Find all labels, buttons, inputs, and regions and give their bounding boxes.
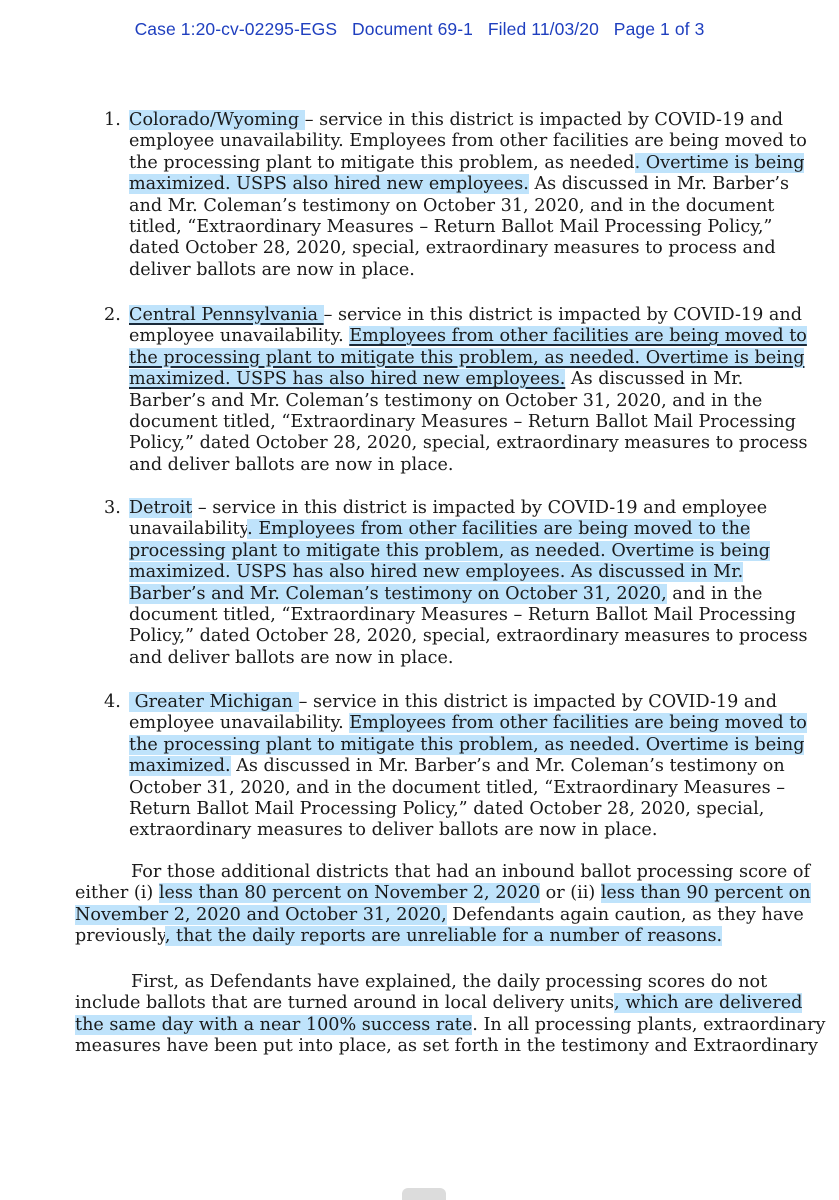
text-run: For those additional districts that had an inbound ballot processing score of xyxy=(131,862,811,882)
text-line xyxy=(129,778,785,799)
text-run: – service in this district is impacted by COVID-19 and xyxy=(323,305,802,325)
text-run: and in the xyxy=(666,583,763,604)
text-line xyxy=(129,174,789,195)
text-run: include ballots that are turned around in local delivery units xyxy=(75,993,615,1014)
highlighted-text: Colorado/Wyoming xyxy=(129,110,305,130)
text-line xyxy=(131,972,767,993)
text-line xyxy=(129,648,454,669)
text-run: deliver ballots are now in place. xyxy=(129,259,415,280)
text-line xyxy=(129,562,743,583)
text-line xyxy=(75,926,722,947)
text-line xyxy=(75,883,811,904)
text-run: – service in this district is impacted by COVID-19 and xyxy=(304,110,784,130)
text-line xyxy=(129,626,808,647)
text-run: First, as Defendants have explained, the daily processing scores do not xyxy=(131,972,768,992)
text-run: October 31, 2020, and in the document titled, “Extraordinary Measures – xyxy=(129,777,786,798)
text-line xyxy=(75,1015,825,1036)
text-run: As discussed in Mr. Barber’s and Mr. Coleman’s testimony on xyxy=(230,756,785,777)
highlighted-text: . Employees from other facilities are being moved to the xyxy=(247,519,751,540)
text-run: and deliver ballots are now in place. xyxy=(129,647,454,668)
highlighted-text: . Overtime is being xyxy=(634,152,805,173)
highlighted-text: less than 90 percent on xyxy=(600,883,811,904)
text-run: employee unavailability. Employees from other facilities are being moved to xyxy=(129,131,807,152)
text-line xyxy=(129,131,807,152)
text-line xyxy=(129,326,807,347)
text-run: employee unavailability. xyxy=(129,326,350,347)
case-number: Case 1:20-cv-02295-EGS xyxy=(134,19,338,39)
text-line xyxy=(129,735,804,756)
text-run: document titled, “Extraordinary Measures – Return Ballot Mail Processing xyxy=(129,605,796,625)
filed-date: Filed 11/03/20 xyxy=(487,19,599,39)
page-indicator: Page 1 of 3 xyxy=(613,19,705,39)
highlighted-text: maximized. USPS has also hired new employees. As discussed in Mr. xyxy=(129,562,744,583)
text-line xyxy=(129,584,762,605)
text-line xyxy=(131,862,810,883)
text-run: As discussed in Mr. xyxy=(565,369,744,390)
highlighted-text: Barber’s and Mr. Coleman’s testimony on October 31, 2020, xyxy=(129,583,667,604)
text-line xyxy=(129,238,776,259)
text-line xyxy=(75,993,802,1014)
highlighted-text: less than 80 percent on November 2, 2020 xyxy=(158,883,541,904)
highlighted-text: Detroit xyxy=(129,498,193,518)
text-run: Defendants again caution, as they have xyxy=(446,904,804,925)
highlighted-text: , that the daily reports are unreliable for a number of reasons. xyxy=(164,926,723,947)
text-line xyxy=(75,1036,818,1057)
highlighted-text: the processing plant to mitigate this problem, as needed. Overtime is being xyxy=(129,734,805,755)
highlighted-text: Greater Michigan xyxy=(129,692,299,712)
highlighted-text: Employees from other facilities are being moved to xyxy=(349,713,807,734)
text-run: titled, “Extraordinary Measures – Return Ballot Mail Processing Policy,” xyxy=(129,217,773,237)
text-line xyxy=(129,756,785,777)
text-line xyxy=(129,799,764,820)
text-line xyxy=(129,305,802,326)
text-run: and Mr. Coleman’s testimony on October 31, 2020, and in the document xyxy=(129,195,775,216)
text-run: extraordinary measures to deliver ballots are now in place. xyxy=(129,820,658,841)
text-run: – service in this district is impacted by COVID-19 and employee xyxy=(192,498,768,518)
list-item-number: 3. xyxy=(104,498,121,518)
text-run: dated October 28, 2020, special, extraordinary measures to process and xyxy=(129,238,776,259)
text-run: Policy,” dated October 28, 2020, special, extraordinary measures to process xyxy=(129,626,808,647)
text-line xyxy=(129,391,762,412)
text-run: the processing plant to mitigate this problem, as needed xyxy=(129,152,635,173)
highlighted-text: November 2, 2020 and October 31, 2020, xyxy=(75,904,447,925)
highlighted-text: , which are delivered xyxy=(614,993,803,1014)
text-line xyxy=(129,196,774,217)
list-item-number: 4. xyxy=(104,692,121,712)
highlighted-text: maximized. xyxy=(129,756,231,777)
highlighted-text: maximized. USPS also hired new employees. xyxy=(129,174,529,195)
text-line xyxy=(129,369,743,390)
highlighted-underlined-text: Central Pennsylvania xyxy=(129,305,324,325)
text-line xyxy=(129,348,804,369)
list-item-number: 2. xyxy=(104,305,121,325)
text-line xyxy=(75,905,804,926)
text-line xyxy=(129,713,807,734)
highlighted-text: processing plant to mitigate this problem, as needed. Overtime is being xyxy=(129,540,771,561)
text-line xyxy=(129,433,808,454)
text-run: document titled, “Extraordinary Measures – Return Ballot Mail Processing xyxy=(129,412,796,432)
text-line xyxy=(129,820,657,841)
text-line xyxy=(129,498,767,519)
text-run: Barber’s and Mr. Coleman’s testimony on October 31, 2020, and in the xyxy=(129,390,763,411)
text-run: employee unavailability. xyxy=(129,713,350,734)
text-line xyxy=(129,605,796,626)
list-item-number: 1. xyxy=(104,110,121,130)
text-line xyxy=(129,110,783,131)
text-line xyxy=(129,217,772,238)
text-run: Policy,” dated October 28, 2020, special, extraordinary measures to process xyxy=(129,433,808,454)
text-run: either (i) xyxy=(75,883,159,904)
text-run: and deliver ballots are now in place. xyxy=(129,454,454,475)
text-line xyxy=(129,260,415,281)
text-line xyxy=(129,519,750,540)
text-run: or (ii) xyxy=(540,883,601,904)
highlighted-underlined-text: maximized. USPS has also hired new employees. xyxy=(129,369,566,390)
text-run: previously xyxy=(75,926,165,947)
highlighted-underlined-text: the processing plant to mitigate this problem, as needed. Overtime is being xyxy=(129,347,805,368)
text-run: . In all processing plants, extraordinary xyxy=(472,1014,826,1035)
scroll-handle[interactable] xyxy=(402,1188,446,1200)
text-line xyxy=(129,455,454,476)
text-run: unavailability xyxy=(129,519,248,540)
text-line xyxy=(129,541,770,562)
text-line xyxy=(129,692,777,713)
text-run: As discussed in Mr. Barber’s xyxy=(528,174,789,195)
text-run: Return Ballot Mail Processing Policy,” dated October 28, 2020, special, xyxy=(129,799,765,819)
highlighted-underlined-text: Employees from other facilities are being moved to xyxy=(349,326,807,347)
document-number: Document 69-1 xyxy=(352,19,473,39)
ecf-header xyxy=(0,19,839,40)
text-line xyxy=(129,412,796,433)
text-line xyxy=(129,153,804,174)
text-run: measures have been put into place, as set forth in the testimony and Extraordinary xyxy=(75,1036,818,1057)
highlighted-text: the same day with a near 100% success rate xyxy=(75,1014,473,1035)
text-run: – service in this district is impacted by COVID-19 and xyxy=(298,692,777,712)
